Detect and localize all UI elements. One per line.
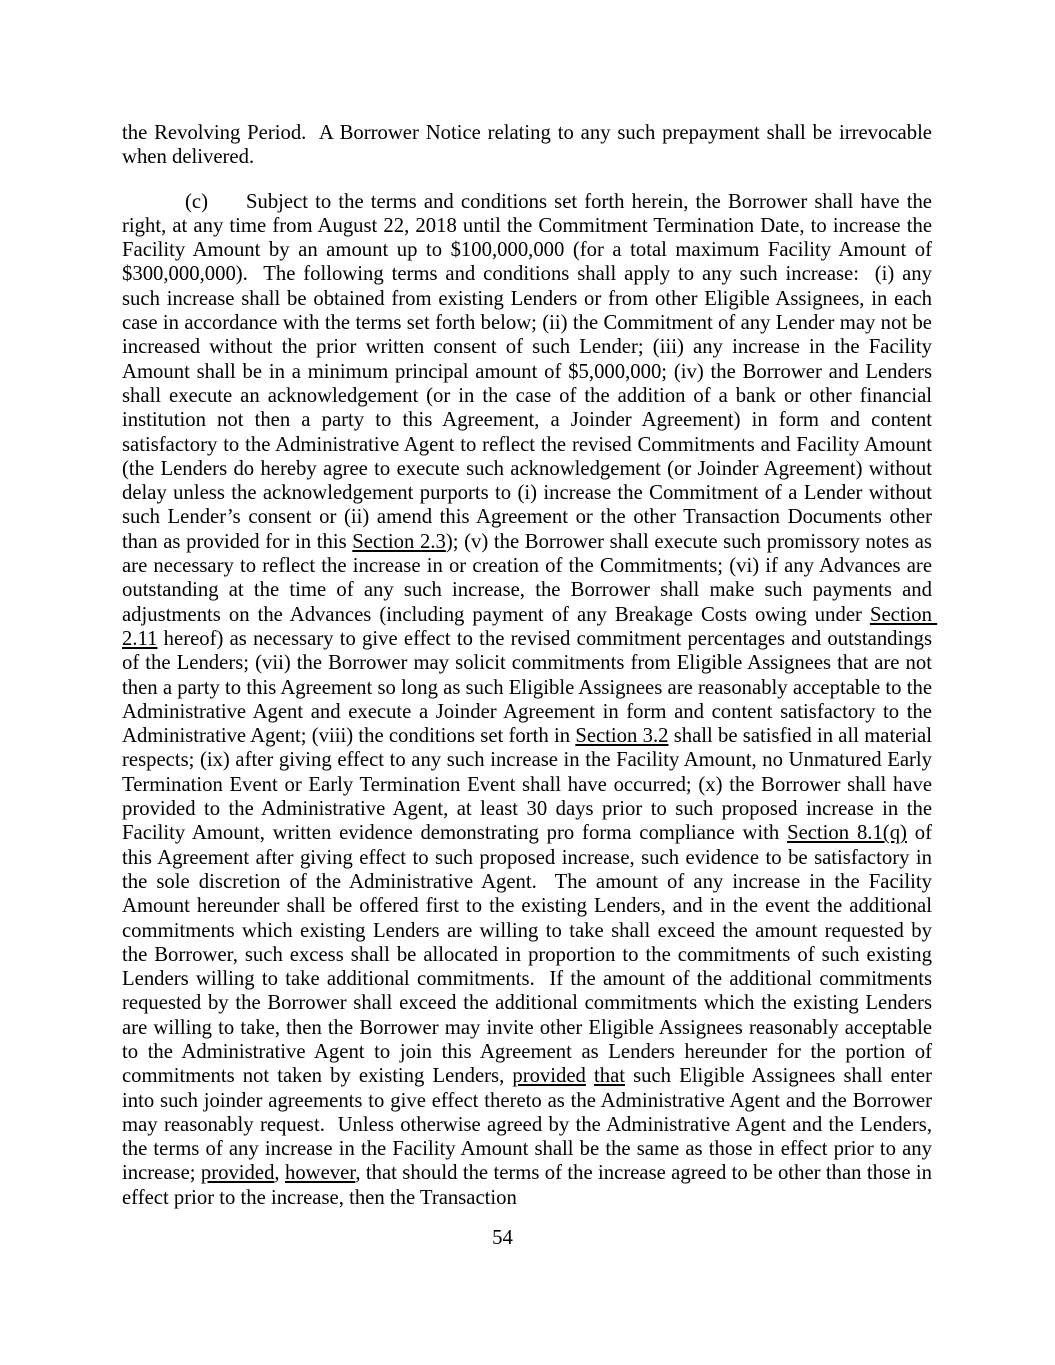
text-run: of this Agreement after giving effect to such proposed increase, such evidence to be satisfactory in the sole discretion of the Administrative Agent. The amount of any increase in the Facility Amount hereunder shall be offered first to the existing Lenders, and in the event the additional commitments which existing Lenders are willing to take shall exceed the amount requested by the Borrower, such excess shall be allocated in proportion to the commitments of such existing Lenders willing to take additional commitments. If the amount of the additional commitments requested by the Borrower shall exceed the additional commitments which the existing Lenders are willing to take, then the Borrower may invite other Eligible Assignees reasonably acceptable to the Administrative Agent to join this Agreement as Lenders hereunder for the portion of commitments not taken by existing Lenders, bbox=[122, 822, 938, 1088]
text-run: the Revolving Period. A Borrower Notice relating to any such prepayment shall be irrevocable when delivered. bbox=[122, 122, 938, 169]
text-run: , that should the terms of the increase agreed to be other than those in effect prior to the increase, then the Transaction bbox=[122, 1162, 938, 1209]
body-text bbox=[122, 121, 938, 1230]
page-number: 54 bbox=[492, 1227, 513, 1249]
text-run: shall be satisfied in all material respects; (ix) after giving effect to any such increase in the Facility Amount, no Unmatured Early Termination Event or Early Termination Event shall have occurred; (x) the Borrower shall have provided to the Administrative Agent, at least 30 days prior to such proposed increase in the Facility Amount, written evidence demonstrating pro forma compliance with bbox=[122, 725, 938, 845]
emphasized-term-that: that bbox=[593, 1065, 626, 1088]
section-2-3-reference: Section 2.3 bbox=[352, 530, 446, 553]
section-2-11-reference: Section 2.11 bbox=[122, 603, 938, 650]
clause-label: (c) bbox=[185, 190, 208, 213]
text-run: Subject to the terms and conditions set forth herein, the Borrower shall have the right, at any time from August 22, 2018 until the Commitment Termination Date, to increase the Facility Amount by an amount up to $100,000,000 (for a total maximum Facility Amount of $300,000,000). The following terms and conditions shall apply to any such increase: (i) any such increase shall be obtained from existing Lenders or from other Eligible Assignees, in each case in accordance with the terms set forth below; (ii) the Commitment of any Lender may not be increased without the prior written consent of such Lender; (iii) any increase in the Facility Amount shall be in a minimum principal amount of $5,000,000; (iv) the Borrower and Lenders shall execute an acknowledgement (or in the case of the addition of a bank or other financial institution not then a party to this Agreement, a Joinder Agreement) in form and content satisfactory to the Administrative Agent to reflect the revised Commitments and Facility Amount (the Lenders do hereby agree to execute such acknowledgement (or Joinder Agreement) without delay unless the acknowledgement purports to (i) increase the Commitment of a Lender without such Lender’s consent or (ii) amend this Agreement or the other Transaction Documents other than as provided for in this bbox=[122, 190, 938, 553]
paragraph-continuation bbox=[122, 121, 938, 170]
text-run: ); (v) the Borrower shall execute such promissory notes as are necessary to reflect the increase in or creation of the Commitments; (vi) if any Advances are outstanding at the time of any such increase, the Borrower shall make such payments and adjustments on the Advances (including payment of any Breakage Costs owing under bbox=[122, 530, 938, 626]
emphasized-term-provided: provided bbox=[512, 1065, 586, 1088]
text-run: , bbox=[274, 1162, 285, 1185]
paragraph-clause-c bbox=[122, 190, 938, 1210]
text-run bbox=[586, 1065, 594, 1087]
section-3-2-reference: Section 3.2 bbox=[575, 725, 669, 748]
text-run: hereof) as necessary to give effect to the revised commitment percentages and outstandings of the Lenders; (vii) the Borrower may solicit commitments from Eligible Assignees that are not then a party to this Agreement so long as such Eligible Assignees are reasonably acceptable to the Administrative Agent and execute a Joinder Agreement in form and content satisfactory to the Administrative Agent; (viii) the conditions set forth in bbox=[122, 627, 938, 748]
emphasized-term-provided: provided bbox=[200, 1162, 275, 1185]
section-8-1q-reference: Section 8.1(q) bbox=[787, 822, 907, 845]
text-run: such Eligible Assignees shall enter into such joinder agreements to give effect thereto as the Administrative Agent and the Borrower may reasonably request. Unless otherwise agreed by the Administrative Agent and the Lenders, the terms of any increase in the Facility Amount shall be the same as those in effect prior to any increase; bbox=[122, 1065, 938, 1185]
emphasized-term-however: however bbox=[284, 1162, 356, 1185]
